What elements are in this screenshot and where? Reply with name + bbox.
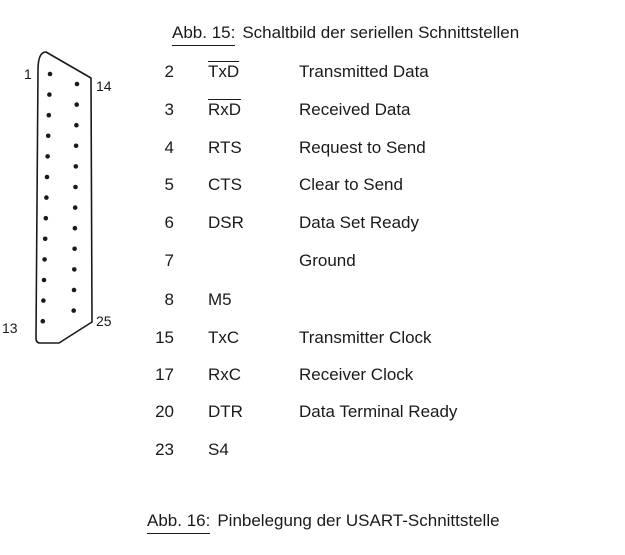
signal-name: RxC (208, 365, 242, 384)
pin-dot (74, 123, 79, 128)
pin-dot (72, 267, 77, 272)
pin-dot (73, 226, 78, 231)
signal-description: Transmitter Clock (299, 328, 432, 347)
pin-dot (44, 195, 49, 200)
signal-name: DSR (208, 213, 244, 232)
signal-name: S4 (208, 440, 229, 459)
signal-description: Receiver Clock (299, 365, 414, 384)
pin-row (140, 363, 610, 387)
pin-row (140, 60, 610, 84)
pin-dot (72, 288, 77, 293)
figure-caption-top (172, 24, 519, 46)
pin-row (140, 438, 610, 462)
pin-dot (74, 102, 79, 107)
signal-name: RTS (208, 138, 242, 157)
pin-dot (43, 237, 48, 242)
pin-number-top-right: 14 (96, 78, 112, 94)
signal-description: Clear to Send (299, 175, 403, 194)
pin-dot (41, 319, 46, 324)
pin-row (140, 249, 610, 273)
figure-title-top: Schaltbild der seriellen Schnittstellen (242, 23, 520, 42)
pin-number-bottom-left: 13 (2, 320, 18, 336)
pin-dot (74, 164, 79, 169)
pin-number: 15 (155, 328, 174, 347)
pin-number: 5 (164, 175, 174, 194)
pin-row (140, 211, 610, 235)
signal-description: Transmitted Data (299, 62, 429, 81)
pin-row (140, 400, 610, 424)
pin-number: 4 (164, 138, 174, 157)
pin-dot (73, 205, 78, 210)
pin-dot (73, 185, 78, 190)
pin-row (140, 326, 610, 350)
pin-number-bottom-right: 25 (96, 313, 112, 329)
figure-caption-bottom (147, 512, 500, 534)
pin-number-top-left: 1 (24, 66, 32, 82)
pin-dot (47, 113, 52, 118)
figure-label-bottom: Abb. 16: (147, 512, 210, 534)
figure-label-top: Abb. 15: (172, 24, 235, 46)
signal-name: $\overline{RxD}$ (208, 100, 242, 119)
pin-dot (46, 134, 51, 139)
pin-row (140, 98, 610, 122)
pin-dot (45, 175, 50, 180)
signal-description: Request to Send (299, 138, 426, 157)
pin-dot (42, 257, 47, 262)
pin-number: 8 (164, 290, 174, 309)
pin-row (140, 288, 610, 312)
connector-pin-dots (41, 72, 80, 324)
pin-number: 6 (164, 213, 174, 232)
pin-number: 2 (164, 62, 174, 81)
signal-name: $\overline{TxD}$ (208, 62, 240, 81)
pin-number: 7 (164, 251, 174, 270)
pin-dot (71, 308, 76, 313)
pin-dot (44, 216, 49, 221)
signal-name: M5 (208, 290, 232, 309)
pin-dot (48, 72, 53, 77)
signal-description: Received Data (299, 100, 411, 119)
signal-name: TxC (208, 328, 240, 347)
pin-number: 23 (155, 440, 174, 459)
pin-dot (75, 82, 80, 87)
signal-description: Data Terminal Ready (299, 402, 458, 421)
pin-dot (41, 298, 46, 303)
pin-row (140, 136, 610, 160)
signal-description: Ground (299, 251, 356, 270)
pin-dot (42, 278, 47, 283)
signal-name: DTR (208, 402, 243, 421)
pin-dot (47, 92, 52, 97)
figure-title-bottom: Pinbelegung der USART-Schnittstelle (217, 511, 500, 530)
pin-number: 20 (155, 402, 174, 421)
signal-name: CTS (208, 175, 242, 194)
pin-number: 17 (155, 365, 174, 384)
pin-number: 3 (164, 100, 174, 119)
signal-description: Data Set Ready (299, 213, 420, 232)
pin-dot (74, 144, 79, 149)
pin-dot (72, 247, 77, 252)
pin-dot (45, 154, 50, 159)
db25-connector-diagram (0, 40, 130, 360)
pin-row (140, 173, 610, 197)
